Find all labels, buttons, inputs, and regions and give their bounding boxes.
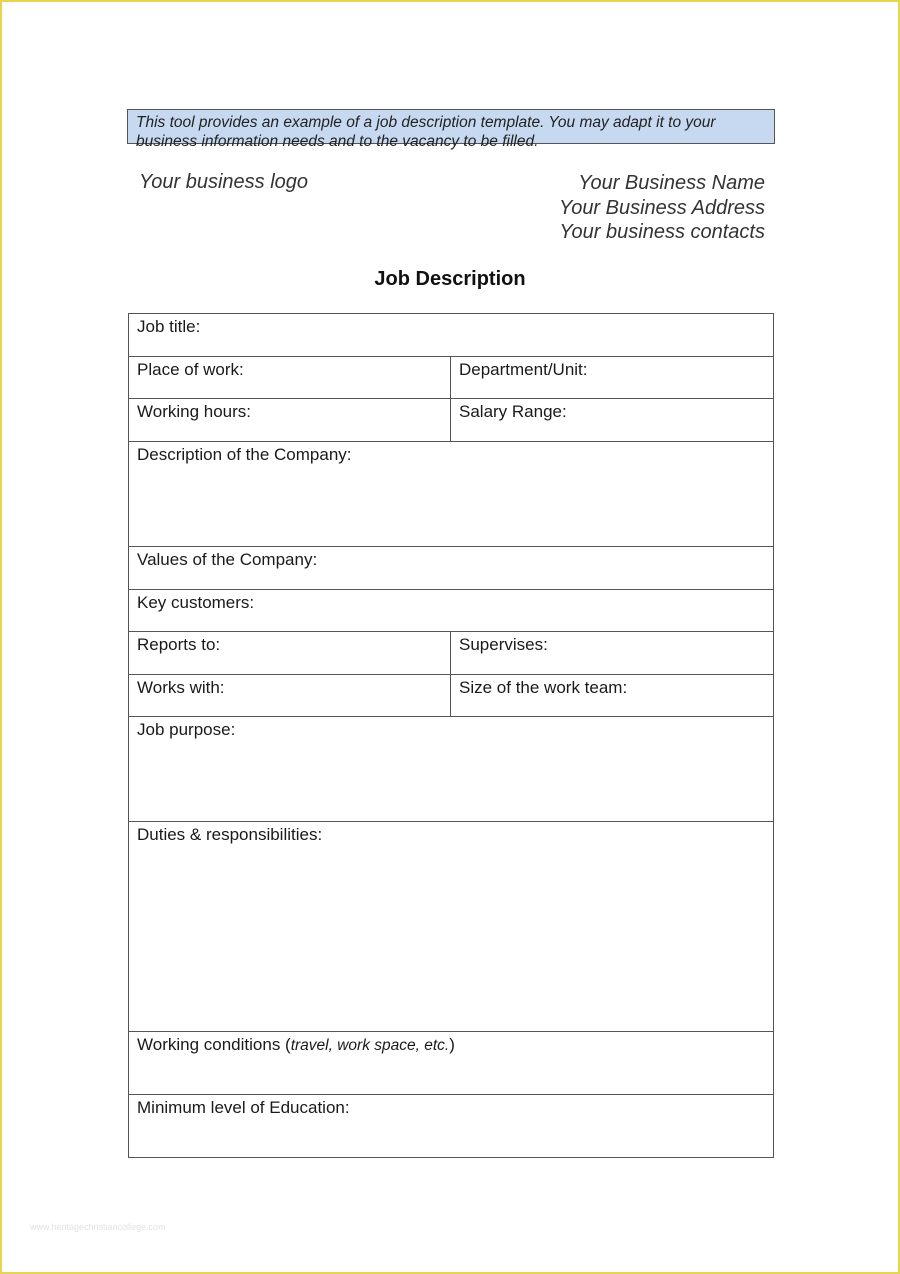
place-of-work-field[interactable]	[129, 357, 451, 399]
company-description-field[interactable]	[129, 442, 774, 547]
job-title-label: Job title:	[137, 317, 201, 336]
business-address: Your Business Address	[558, 196, 765, 219]
business-info	[559, 171, 765, 245]
team-size-field[interactable]	[451, 675, 774, 717]
company-values-field[interactable]	[129, 547, 774, 590]
works-with-label: Works with:	[137, 678, 225, 697]
supervises-field[interactable]	[451, 632, 774, 675]
company-values-label: Values of the Company:	[137, 550, 318, 569]
job-purpose-label: Job purpose:	[137, 720, 236, 739]
place-of-work-label: Place of work:	[137, 360, 244, 379]
department-unit-field[interactable]	[451, 357, 774, 399]
key-customers-field[interactable]	[129, 590, 774, 632]
duties-field[interactable]	[129, 822, 774, 1032]
supervises-label: Supervises:	[459, 635, 548, 654]
works-with-field[interactable]	[129, 675, 451, 717]
business-logo-placeholder: Your business logo	[139, 171, 309, 193]
job-title-field[interactable]	[129, 314, 774, 357]
working-conditions-label: Working conditions	[137, 1035, 281, 1054]
education-label: Minimum level of Education:	[137, 1098, 350, 1117]
working-conditions-open-paren: (	[280, 1035, 291, 1054]
education-field[interactable]	[129, 1095, 774, 1158]
working-hours-label: Working hours:	[137, 402, 252, 421]
job-purpose-field[interactable]	[129, 717, 774, 822]
team-size-label: Size of the work team:	[459, 678, 628, 697]
template-notice	[127, 109, 775, 150]
notice-line-2: business information needs and to the vacancy to be filled.	[136, 133, 539, 150]
working-hours-field[interactable]	[129, 399, 451, 442]
reports-to-field[interactable]	[129, 632, 451, 675]
working-conditions-hint: travel, work space, etc.	[290, 1037, 450, 1054]
reports-to-label: Reports to:	[137, 635, 221, 654]
watermark: www.heritagechristiancollege.com	[30, 1222, 166, 1232]
business-contacts: Your business contacts	[559, 221, 765, 243]
salary-range-label: Salary Range:	[459, 402, 567, 421]
document-title: Job Description	[374, 268, 526, 290]
business-name: Your Business Name	[578, 172, 765, 194]
working-conditions-field[interactable]	[129, 1032, 774, 1095]
company-description-label: Description of the Company:	[137, 445, 352, 464]
key-customers-label: Key customers:	[137, 593, 255, 612]
notice-line-1: This tool provides an example of a job description template. You may adapt it to your	[136, 114, 716, 131]
working-conditions-close-paren: )	[449, 1035, 455, 1054]
duties-label: Duties & responsibilities:	[137, 825, 323, 844]
salary-range-field[interactable]	[451, 399, 774, 442]
job-description-form	[128, 313, 774, 1158]
department-unit-label: Department/Unit:	[459, 360, 588, 379]
